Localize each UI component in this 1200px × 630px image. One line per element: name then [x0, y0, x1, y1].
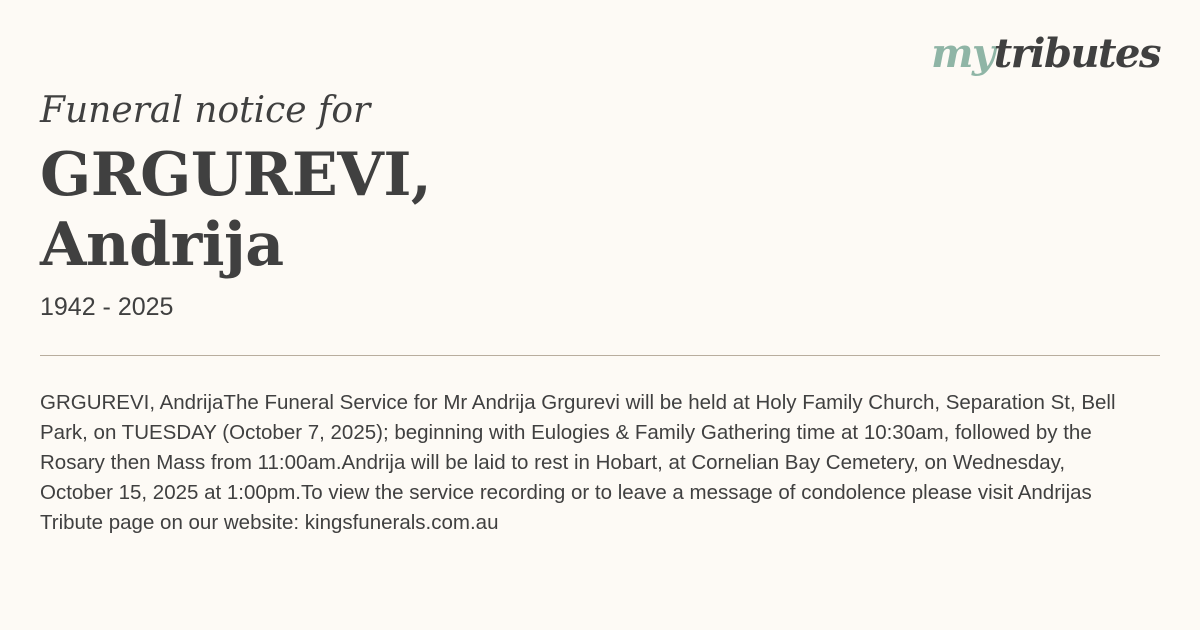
- logo-my: my: [931, 30, 994, 77]
- deceased-surname: GRGUREVI,: [40, 140, 432, 210]
- mytributes-logo[interactable]: [931, 30, 1160, 77]
- divider: [40, 355, 1160, 356]
- logo-tributes: tributes: [993, 30, 1160, 77]
- deceased-name: [40, 140, 431, 280]
- life-years: 1942 - 2025: [40, 293, 174, 321]
- notice-kicker: Funeral notice for: [40, 90, 371, 131]
- deceased-given-name: Andrija: [40, 210, 284, 280]
- notice-text: GRGUREVI, AndrijaThe Funeral Service for Mr Andrija Grgurevi will be held at Holy Family Church, Separation St, Bell Park, on TUESDAY (October 7, 2025); beginning with Eulogies & Family Gathering time at 10:30am, followed by the Rosary then Mass from 11:00am.Andrija will be laid to rest in Hobart, at Cornelian Bay Cemetery, on Wednesday, October 15, 2025 at 1:00pm.To view the service recording or to leave a message of condolence please visit Andrijas Tribute page on our website: kingsfunerals.com.au: [40, 391, 1116, 534]
